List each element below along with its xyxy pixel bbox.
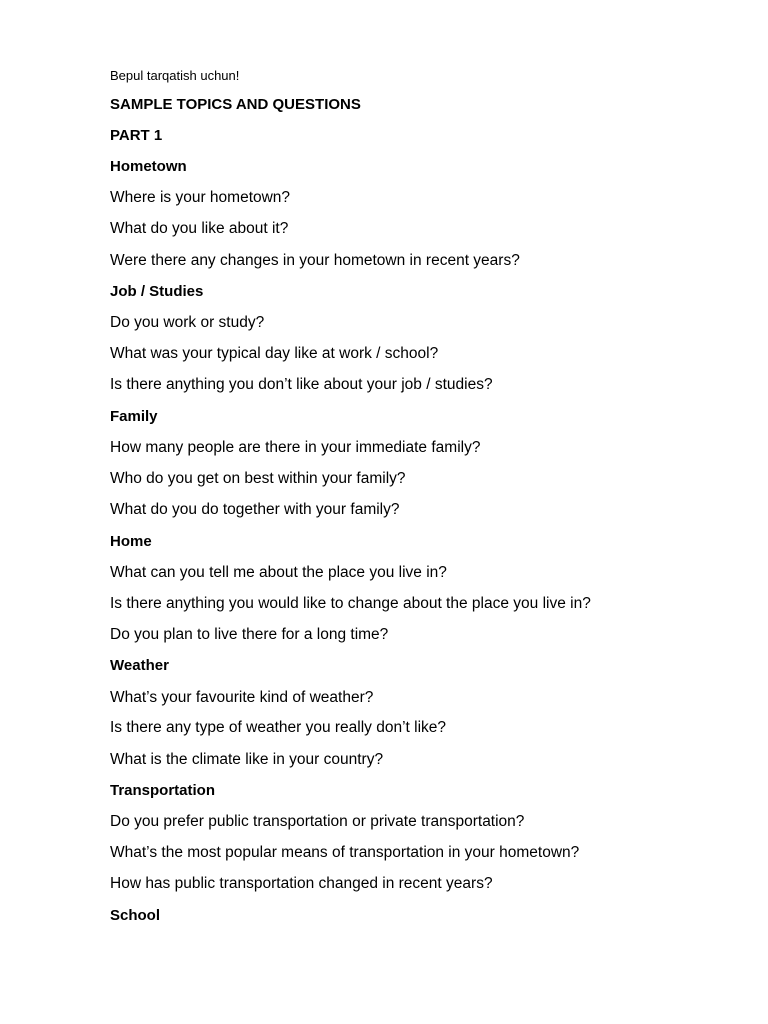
question-line: Were there any changes in your hometown in recent years? [110,252,520,269]
section-heading-job-studies: Job / Studies [110,283,204,300]
question-line: How many people are there in your immediate family? [110,439,481,456]
question-line: Where is your hometown? [110,189,291,206]
question-line: Who do you get on best within your family? [110,470,406,487]
question-line: What do you like about it? [110,220,289,237]
section-heading-weather: Weather [110,657,169,674]
question-line: What do you do together with your family? [110,501,400,518]
question-line: Do you work or study? [110,314,265,331]
question-line: Is there any type of weather you really don’t like? [110,719,447,736]
question-line: Do you prefer public transportation or private transportation? [110,813,525,830]
section-heading-school: School [110,907,161,924]
section-heading-home: Home [110,533,152,550]
question-line: Do you plan to live there for a long time? [110,626,389,643]
question-line: What was your typical day like at work / school? [110,345,439,362]
question-line: What is the climate like in your country? [110,751,384,768]
question-line: What’s your favourite kind of weather? [110,689,374,706]
question-line: Is there anything you don’t like about your job / studies? [110,376,493,393]
section-heading-family: Family [110,408,158,425]
question-line: What’s the most popular means of transportation in your hometown? [110,844,580,861]
document-title: SAMPLE TOPICS AND QUESTIONS [110,96,361,113]
section-heading-transportation: Transportation [110,782,216,799]
question-line: Is there anything you would like to change about the place you live in? [110,595,591,612]
section-heading-hometown: Hometown [110,158,187,175]
distribution-note: Bepul tarqatish uchun! [110,68,240,83]
part-heading: PART 1 [110,127,163,144]
question-line: What can you tell me about the place you live in? [110,564,447,581]
question-line: How has public transportation changed in recent years? [110,875,493,892]
